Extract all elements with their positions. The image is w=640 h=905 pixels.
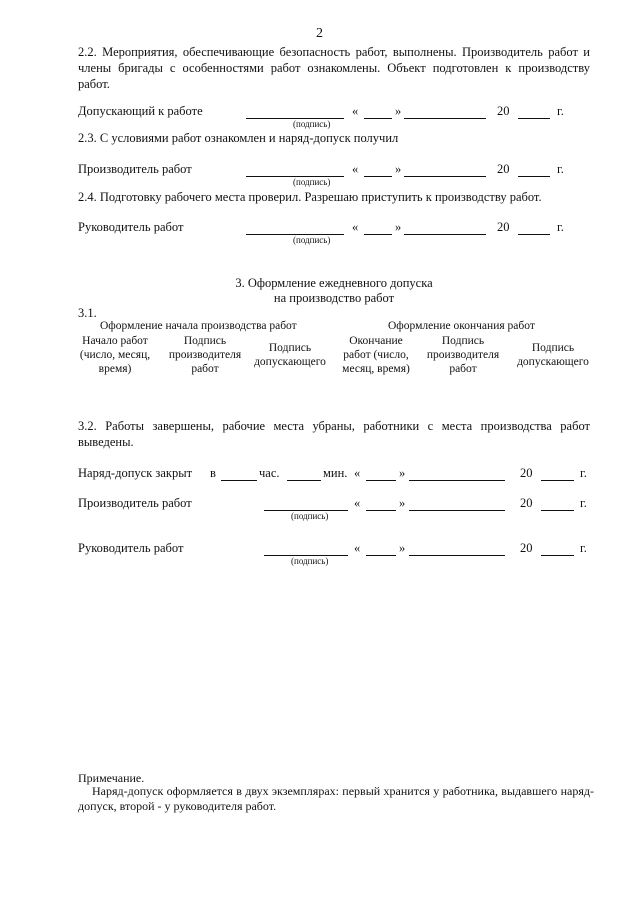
page-number: 2 <box>316 26 323 41</box>
quote-open: « <box>354 496 361 510</box>
year-suffix: г. <box>557 162 564 176</box>
closure-day-line <box>366 480 396 481</box>
manager-year-line <box>541 555 574 556</box>
closure-year-line <box>541 480 574 481</box>
closure-label: Наряд-допуск закрыт <box>78 466 193 480</box>
admitter-label: Допускающий к работе <box>78 104 203 118</box>
paragraph-3-2: 3.2. Работы завершены, рабочие места убраны, работники с места производства работ выведены. <box>78 419 590 449</box>
admitter-month-line <box>404 118 486 119</box>
closure-in: в <box>210 466 216 480</box>
paragraph-2-3: 2.3. С условиями работ ознакомлен и наряд-допуск получил <box>78 131 399 145</box>
signature-caption: (подпись) <box>293 235 331 245</box>
quote-open: « <box>352 220 359 234</box>
subsection-3-1: 3.1. <box>78 306 97 320</box>
producer-year-line <box>518 176 550 177</box>
producer-year-line <box>541 510 574 511</box>
col-work-start: Начало работ (число, месяц, время) <box>79 335 151 375</box>
year-suffix: г. <box>557 220 564 234</box>
manager-day-line <box>364 234 392 235</box>
col-producer-signature-start: Подпись производителя работ <box>168 335 242 375</box>
manager-year-line <box>518 234 550 235</box>
admitter-day-line <box>364 118 392 119</box>
quote-open: « <box>352 104 359 118</box>
col-work-end: Окончание работ (число, месяц, время) <box>342 335 410 375</box>
col-producer-signature-end: Подпись производителя работ <box>426 335 500 375</box>
paragraph-2-2: 2.2. Мероприятия, обеспечивающие безопасность работ, выполнены. Производитель работ и члены бригады с особенностями работ ознакомлены. Объект подготовлен к производству работ. <box>78 45 590 91</box>
producer-month-line <box>409 510 505 511</box>
quote-close: » <box>395 220 402 234</box>
quote-open: « <box>352 162 359 176</box>
closure-minute-label: мин. <box>323 466 348 480</box>
year-suffix: г. <box>580 496 587 510</box>
manager-month-line <box>409 555 505 556</box>
quote-close: » <box>395 104 402 118</box>
quote-close: » <box>399 496 406 510</box>
manager-day-line <box>366 555 396 556</box>
section-3-title-line-2: на производство работ <box>273 291 395 305</box>
year-prefix: 20 <box>497 104 510 118</box>
signature-caption: (подпись) <box>293 119 331 129</box>
admitter-year-line <box>518 118 550 119</box>
quote-open: « <box>354 466 361 480</box>
signature-caption: (подпись) <box>293 177 331 187</box>
quote-close: » <box>399 466 406 480</box>
signature-caption: (подпись) <box>291 511 329 521</box>
quote-close: » <box>399 541 406 555</box>
manager-month-line <box>404 234 486 235</box>
producer-month-line <box>404 176 486 177</box>
start-group-header: Оформление начала производства работ <box>100 320 297 332</box>
col-admitter-signature-start: Подпись допускающего <box>254 342 326 368</box>
paragraph-2-4: 2.4. Подготовку рабочего места проверил. Разрешаю приступить к производству работ. <box>78 190 542 204</box>
producer-day-line <box>366 510 396 511</box>
year-prefix: 20 <box>497 220 510 234</box>
quote-close: » <box>395 162 402 176</box>
note-text: Наряд-допуск оформляется в двух экземплярах: первый хранится у работника, выдавшего наряд-допуск, второй - у руководителя работ. <box>78 784 594 813</box>
manager-label: Руководитель работ <box>78 541 184 555</box>
closure-month-line <box>409 480 505 481</box>
section-3-title-line-1: 3. Оформление ежедневного допуска <box>235 276 433 290</box>
manager-label: Руководитель работ <box>78 220 184 234</box>
year-suffix: г. <box>580 541 587 555</box>
closure-hour-line <box>221 480 257 481</box>
producer-label: Производитель работ <box>78 496 192 510</box>
year-suffix: г. <box>557 104 564 118</box>
end-group-header: Оформление окончания работ <box>388 320 535 332</box>
signature-caption: (подпись) <box>291 556 329 566</box>
note-title: Примечание. <box>78 771 145 785</box>
year-prefix: 20 <box>520 496 533 510</box>
closure-hour-label: час. <box>259 466 280 480</box>
year-prefix: 20 <box>497 162 510 176</box>
col-admitter-signature-end: Подпись допускающего <box>517 342 589 368</box>
year-prefix: 20 <box>520 466 533 480</box>
producer-day-line <box>364 176 392 177</box>
year-prefix: 20 <box>520 541 533 555</box>
closure-minute-line <box>287 480 321 481</box>
year-suffix: г. <box>580 466 587 480</box>
quote-open: « <box>354 541 361 555</box>
producer-label: Производитель работ <box>78 162 192 176</box>
